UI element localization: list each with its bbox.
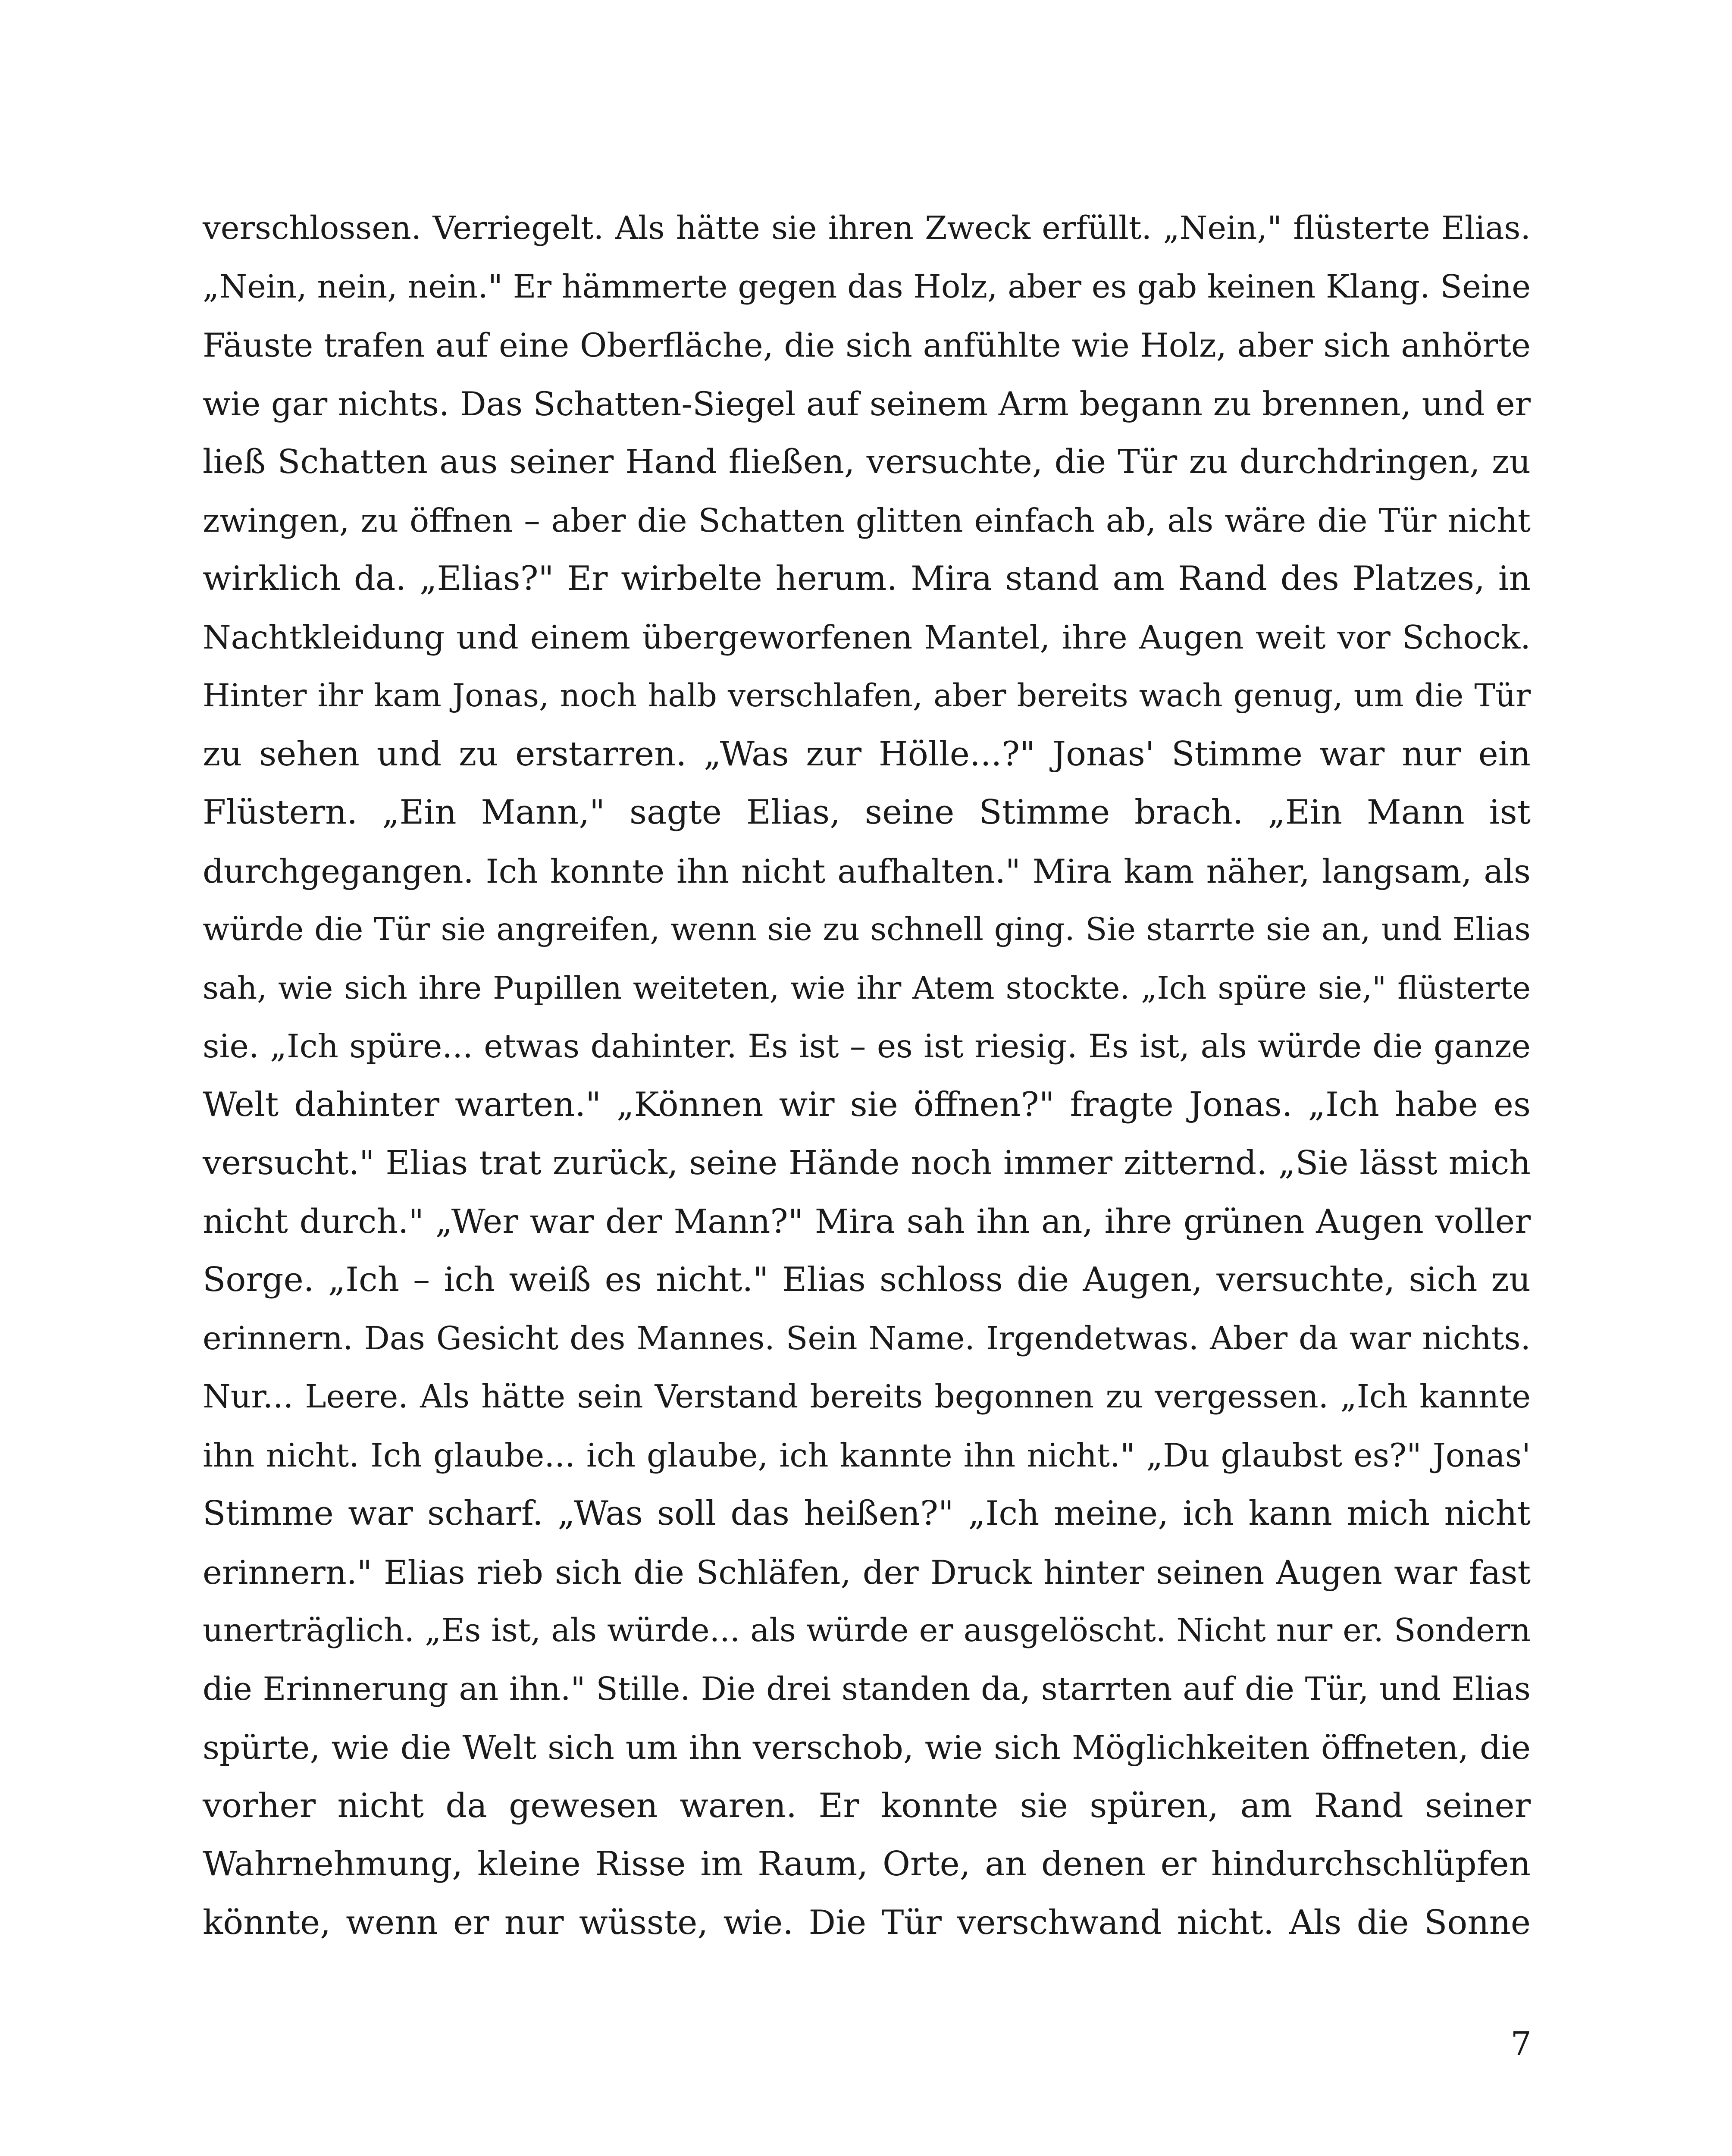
text-line: Welt dahinter warten." „Können wir sie öffnen?" fragte Jonas. „Ich habe es bbox=[203, 1085, 1531, 1124]
text-line: wirklich da. „Elias?" Er wirbelte herum. Mira stand am Rand des Platzes, in bbox=[203, 559, 1531, 598]
text-line: versucht." Elias trat zurück, seine Hände noch immer zitternd. „Sie lässt mich bbox=[203, 1144, 1531, 1182]
text-line: vorher nicht da gewesen waren. Er konnte sie spüren, am Rand seiner bbox=[203, 1786, 1531, 1825]
text-line: sie. „Ich spüre... etwas dahinter. Es ist – es ist riesig. Es ist, als würde die ganze bbox=[203, 1027, 1531, 1065]
text-line: zwingen, zu öffnen – aber die Schatten glitten einfach ab, als wäre die Tür nicht bbox=[203, 501, 1531, 539]
text-line: würde die Tür sie angreifen, wenn sie zu schnell ging. Sie starrte sie an, und Elias bbox=[203, 911, 1531, 948]
text-line: die Erinnerung an ihn." Stille. Die drei standen da, starrten auf die Tür, und Elias bbox=[203, 1670, 1531, 1708]
text-line: durchgegangen. Ich konnte ihn nicht aufhalten." Mira kam näher, langsam, als bbox=[203, 852, 1531, 890]
text-line: unerträglich. „Es ist, als würde... als würde er ausgelöscht. Nicht nur er. Sondern bbox=[203, 1612, 1531, 1649]
text-line: verschlossen. Verriegelt. Als hätte sie ihren Zweck erfüllt. „Nein," flüsterte Elias. bbox=[203, 210, 1531, 247]
text-line: zu sehen und zu erstarren. „Was zur Hölle...?" Jonas' Stimme war nur ein bbox=[203, 734, 1531, 774]
text-line: erinnern." Elias rieb sich die Schläfen, der Druck hinter seinen Augen war fast bbox=[203, 1553, 1531, 1592]
text-line: Nachtkleidung und einem übergeworfenen Mantel, ihre Augen weit vor Schock. bbox=[203, 618, 1531, 656]
text-line: Sorge. „Ich – ich weiß es nicht." Elias schloss die Augen, versuchte, sich zu bbox=[203, 1260, 1531, 1299]
text-line: Stimme war scharf. „Was soll das heißen?" „Ich meine, ich kann mich nicht bbox=[203, 1494, 1531, 1533]
text-line: Wahrnehmung, kleine Risse im Raum, Orte, an denen er hindurchschlüpfen bbox=[203, 1845, 1531, 1883]
text-line: erinnern. Das Gesicht des Mannes. Sein Name. Irgendetwas. Aber da war nichts. bbox=[203, 1319, 1531, 1357]
text-line: spürte, wie die Welt sich um ihn verschob, wie sich Möglichkeiten öffneten, die bbox=[203, 1728, 1531, 1767]
text-line: Fäuste trafen auf eine Oberfläche, die sich anfühlte wie Holz, aber sich anhörte bbox=[203, 326, 1531, 364]
body-text bbox=[203, 199, 1531, 1952]
text-line: Flüstern. „Ein Mann," sagte Elias, seine Stimme brach. „Ein Mann ist bbox=[203, 793, 1531, 832]
text-line: Nur... Leere. Als hätte sein Verstand bereits begonnen zu vergessen. „Ich kannte bbox=[203, 1378, 1531, 1415]
text-line: sah, wie sich ihre Pupillen weiteten, wie ihr Atem stockte. „Ich spüre sie," flüsterte bbox=[203, 969, 1531, 1006]
text-line: nicht durch." „Wer war der Mann?" Mira sah ihn an, ihre grünen Augen voller bbox=[203, 1202, 1531, 1241]
text-line: ihn nicht. Ich glaube... ich glaube, ich kannte ihn nicht." „Du glaubst es?" Jonas' bbox=[203, 1436, 1531, 1474]
text-line: Hinter ihr kam Jonas, noch halb verschlafen, aber bereits wach genug, um die Tür bbox=[203, 677, 1531, 714]
page-number: 7 bbox=[1510, 2024, 1532, 2063]
text-line: wie gar nichts. Das Schatten-Siegel auf seinem Arm begann zu brennen, und er bbox=[203, 384, 1531, 423]
text-line: könnte, wenn er nur wüsste, wie. Die Tür verschwand nicht. Als die Sonne bbox=[203, 1903, 1531, 1942]
text-line: ließ Schatten aus seiner Hand fließen, versuchte, die Tür zu durchdringen, zu bbox=[203, 443, 1531, 481]
text-line: „Nein, nein, nein." Er hämmerte gegen das Holz, aber es gab keinen Klang. Seine bbox=[203, 268, 1531, 305]
